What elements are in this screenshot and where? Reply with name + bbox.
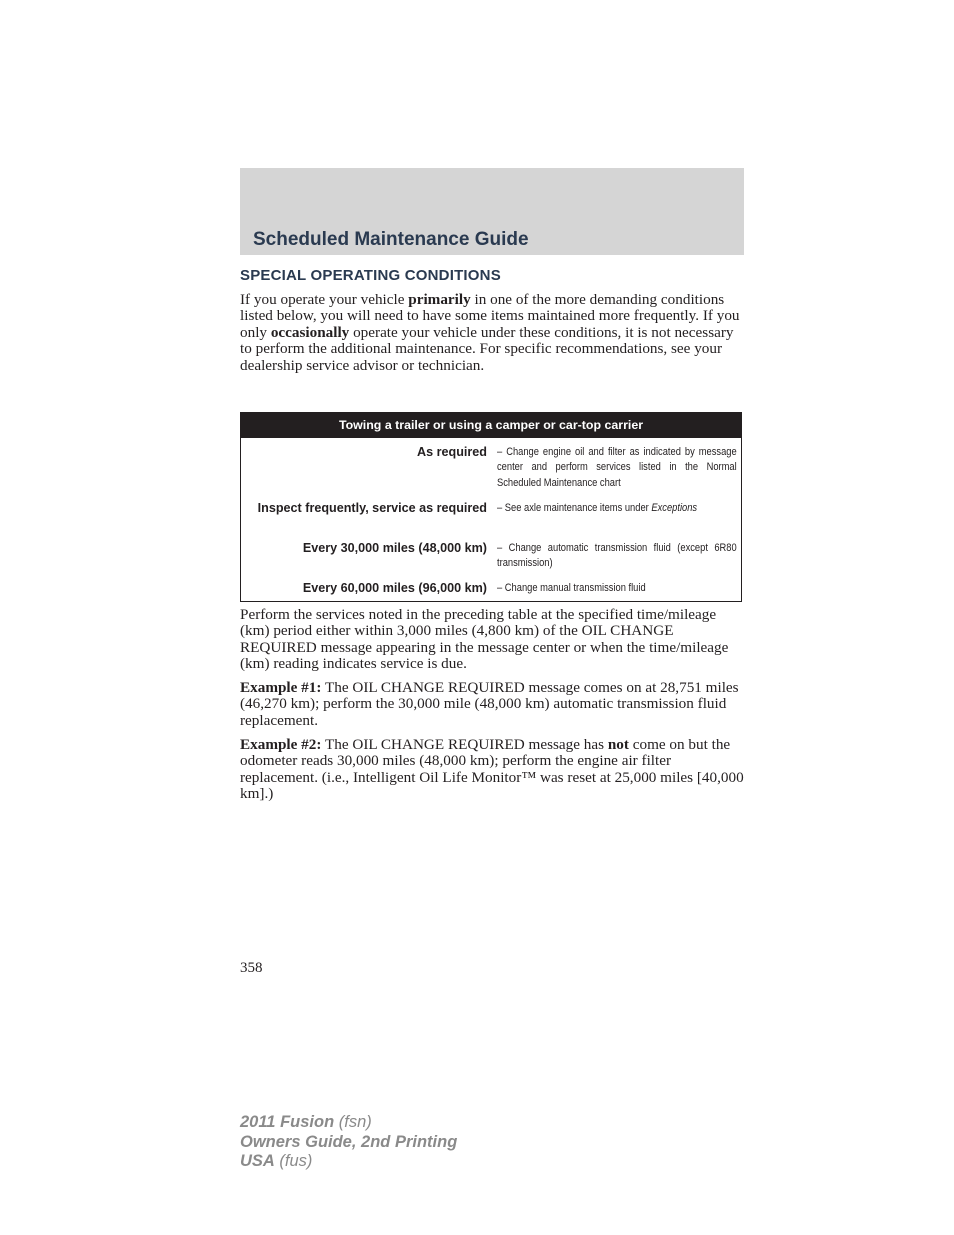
row-interval: Every 30,000 miles (48,000 km)	[302, 541, 487, 555]
example-2-paragraph: Example #2: The OIL CHANGE REQUIRED message has not come on but the odometer reads 30,000 miles (48,000 km); perform the engine air filter replacement. (i.e., Intelligent Oil Life Monitor™ was reset at 25,000 miles [40,000 km].)	[240, 736, 744, 803]
chapter-title: Scheduled Maintenance Guide	[253, 229, 529, 250]
towing-conditions-table	[240, 412, 742, 602]
row-service: – Change manual transmission fluid	[497, 582, 646, 594]
row-service: – Change automatic transmission fluid (except 6R80 transmission)	[497, 542, 737, 570]
header-band	[240, 168, 744, 255]
row-interval: Inspect frequently, service as required	[257, 501, 487, 515]
intro-paragraph: If you operate your vehicle primarily in one of the more demanding conditions listed below, you will need to have some items maintained more frequently. If you only occasionally operate your vehicle under these conditions, it is not necessary to perform the additional maintenance. For specific recommendations, see your dealership service advisor or technician.	[240, 291, 740, 374]
row-service: – Change engine oil and filter as indicated by message center and perform services listed in the Normal Scheduled Maintenance chart	[497, 446, 737, 489]
row-interval: Every 60,000 miles (96,000 km)	[302, 581, 487, 595]
page-number: 358	[240, 960, 263, 976]
table-heading: Towing a trailer or using a camper or car-top carrier	[241, 413, 741, 438]
document-footer: 2011 Fusion (fsn) Owners Guide, 2nd Printing USA (fus)	[240, 1113, 458, 1170]
row-interval: As required	[417, 445, 487, 459]
service-timing-paragraph: Perform the services noted in the preceding table at the specified time/mileage (km) period either within 3,000 miles (4,800 km) of the OIL CHANGE REQUIRED message appearing in the message center or when the time/mileage (km) reading indicates service is due.	[240, 606, 729, 673]
section-title: SPECIAL OPERATING CONDITIONS	[240, 267, 501, 284]
row-service: – See axle maintenance items under Exceptions	[497, 502, 698, 514]
example-1-paragraph: Example #1: The OIL CHANGE REQUIRED message comes on at 28,751 miles (46,270 km); perform the 30,000 mile (48,000 km) automatic transmission fluid replacement.	[240, 679, 739, 729]
